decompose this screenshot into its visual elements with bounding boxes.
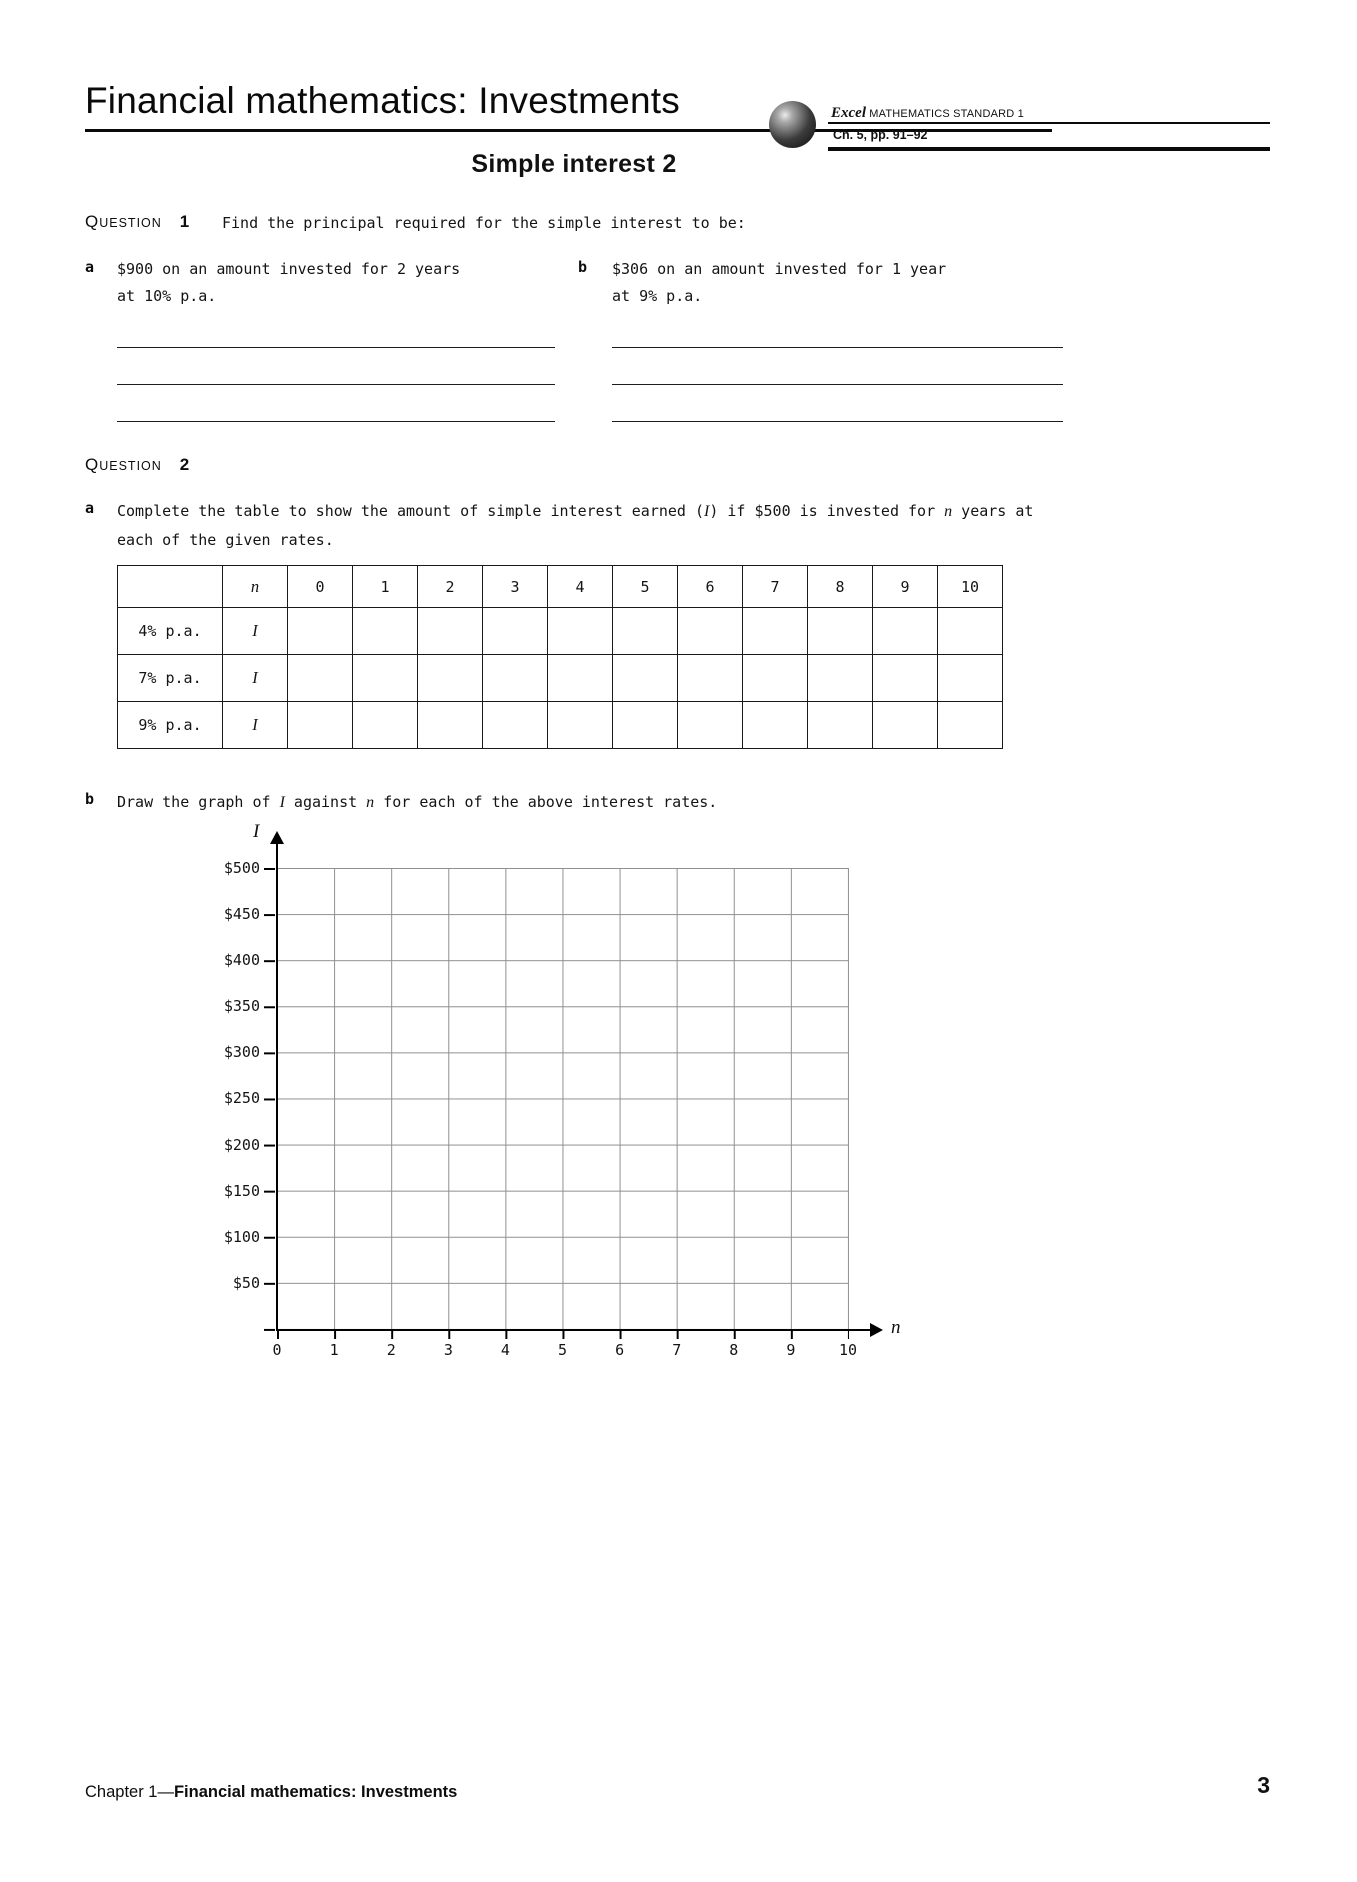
table-col-header: 1 [353,566,418,608]
table-input-cell [873,608,938,655]
table-input-cell [743,655,808,702]
answer-line [117,347,555,348]
table-col-header: 4 [548,566,613,608]
table-col-header: 6 [678,566,743,608]
table-input-cell [808,608,873,655]
question-word-initial: Q [85,455,100,474]
x-tick-label: 4 [500,1341,510,1359]
y-axis-arrow-icon [270,831,284,844]
x-tick-marks [277,1329,849,1339]
q1-part-b-label: b [578,258,588,276]
table-col-header: 9 [873,566,938,608]
y-axis-label: I [253,821,260,842]
y-axis [276,843,279,1330]
x-tick-label: 1 [329,1341,339,1359]
q2-part-a-label: a [85,499,95,517]
table-input-cell [613,608,678,655]
y-tick-label: $300 [223,1043,260,1062]
q2a-var-n: n [944,503,953,520]
q1-part-b-line2: at 9% p.a. [612,287,703,305]
q2b-var-n: n [366,794,375,811]
table-col-header: 8 [808,566,873,608]
q2b-text-2: against [284,793,367,811]
table-input-cell [483,608,548,655]
q2a-text-2: ) if $500 is invested for [709,502,945,520]
table-input-cell [418,702,483,749]
table-input-cell [418,608,483,655]
x-tick-label: 8 [729,1341,739,1359]
q2a-var-I: I [704,503,710,520]
answer-line [612,421,1063,422]
footer-chapter-prefix: Chapter 1— [85,1783,174,1801]
table-input-cell [548,608,613,655]
footer-chapter-title: Financial mathematics: Investments [173,1783,458,1801]
table-input-cell [678,655,743,702]
table-input-cell [743,702,808,749]
x-tick-label: 7 [672,1341,682,1359]
table-input-cell [548,702,613,749]
brand-text [831,104,1024,122]
table-symbol: I [223,655,288,702]
x-axis-label: n [891,1317,901,1338]
brand-divider-thin [828,122,1270,124]
x-tick-label: 5 [558,1341,568,1359]
table-input-cell [353,608,418,655]
question2-heading [85,455,189,475]
y-tick-label: $100 [223,1227,260,1246]
x-tick-label: 10 [838,1341,858,1359]
table-symbol: I [223,608,288,655]
y-tick-marks [264,868,275,1331]
table-col-header: 7 [743,566,808,608]
brand-series-label: MATHEMATICS STANDARD 1 [866,108,1024,120]
q2a-text-3: years at each of the given rates. [117,502,1034,549]
y-tick-label: $500 [223,859,260,877]
y-tick-label: $250 [223,1089,260,1108]
q1-part-b-text [612,256,1082,310]
question-word-rest: UESTION [99,216,162,230]
x-tick-label: 6 [615,1341,625,1359]
brand-excel-label: Excel [831,105,866,121]
table-rate-label: 9% p.a. [118,702,223,749]
y-tick-label: $350 [223,997,260,1016]
table-input-cell [548,655,613,702]
table-input-cell [808,655,873,702]
interest-table [117,565,1003,749]
q2b-text-3: for each of the above interest rates. [374,793,718,811]
question-word-initial: Q [85,212,100,231]
chapter-reference: Ch. 5, pp. 91–92 [833,128,928,142]
table-input-cell [938,608,1003,655]
y-tick-label: $400 [223,951,260,970]
answer-line [117,384,555,385]
excel-logo-icon [769,101,816,148]
q2b-text-1: Draw the graph of [117,793,280,811]
x-tick-label: 9 [786,1341,796,1359]
table-corner-cell [118,566,223,608]
y-tick-label: $150 [223,1181,260,1200]
table-input-cell [613,702,678,749]
table-rate-label: 4% p.a. [118,608,223,655]
table-input-cell [288,608,353,655]
table-input-cell [873,655,938,702]
table-input-cell [938,702,1003,749]
graph-grid [277,868,849,1330]
table-input-cell [288,655,353,702]
table-input-cell [678,608,743,655]
table-col-header: 5 [613,566,678,608]
answer-line [612,384,1063,385]
question-word-rest: UESTION [99,459,162,473]
table-input-cell [483,702,548,749]
y-tick-label: $50 [232,1273,260,1292]
page-title: Financial mathematics: Investments [85,80,680,121]
answer-line [117,421,555,422]
x-axis-arrow-icon [870,1323,883,1337]
table-col-header: 2 [418,566,483,608]
question2-number: 2 [179,455,190,474]
table-input-cell [353,655,418,702]
table-input-cell [938,655,1003,702]
table-col-header: 10 [938,566,1003,608]
worksheet-title: Simple interest 2 [471,150,677,178]
q1-part-a-text [117,256,587,310]
y-tick-label: $200 [223,1135,260,1154]
q2a-text-1: Complete the table to show the amount of simple interest earned ( [117,502,704,520]
x-tick-label: 0 [272,1341,282,1359]
question1-prompt: Find the principal required for the simple interest to be: [222,214,746,232]
table-input-cell [808,702,873,749]
q1-part-a-line2: at 10% p.a. [117,287,217,305]
table-rate-label: 7% p.a. [118,655,223,702]
question1-heading [85,212,189,232]
table-input-cell [483,655,548,702]
y-axis-tick-labels [178,845,260,1306]
table-input-cell [288,702,353,749]
y-tick-label: $450 [223,905,260,924]
table-col-header: 3 [483,566,548,608]
x-tick-label: 2 [386,1341,396,1359]
answer-line [612,347,1063,348]
table-input-cell [678,702,743,749]
table-symbol: I [223,702,288,749]
table-input-cell [613,655,678,702]
question1-number: 1 [179,212,190,231]
q1-part-a-line1: $900 on an amount invested for 2 years [117,260,461,278]
q2-part-b-text [117,788,1047,817]
x-axis-tick-labels [249,1341,877,1359]
q2b-var-I: I [279,794,285,811]
table-input-cell [353,702,418,749]
table-input-cell [743,608,808,655]
q2-part-a-text [117,497,1047,554]
page-number: 3 [1257,1772,1270,1798]
x-tick-label: 3 [443,1341,453,1359]
table-input-cell [418,655,483,702]
footer-chapter [85,1783,457,1802]
q1-part-a-label: a [85,258,95,276]
table-n-header: n [223,566,288,608]
table-input-cell [873,702,938,749]
q1-part-b-line1: $306 on an amount invested for 1 year [612,260,947,278]
q2-part-b-label: b [85,790,95,808]
table-col-header: 0 [288,566,353,608]
